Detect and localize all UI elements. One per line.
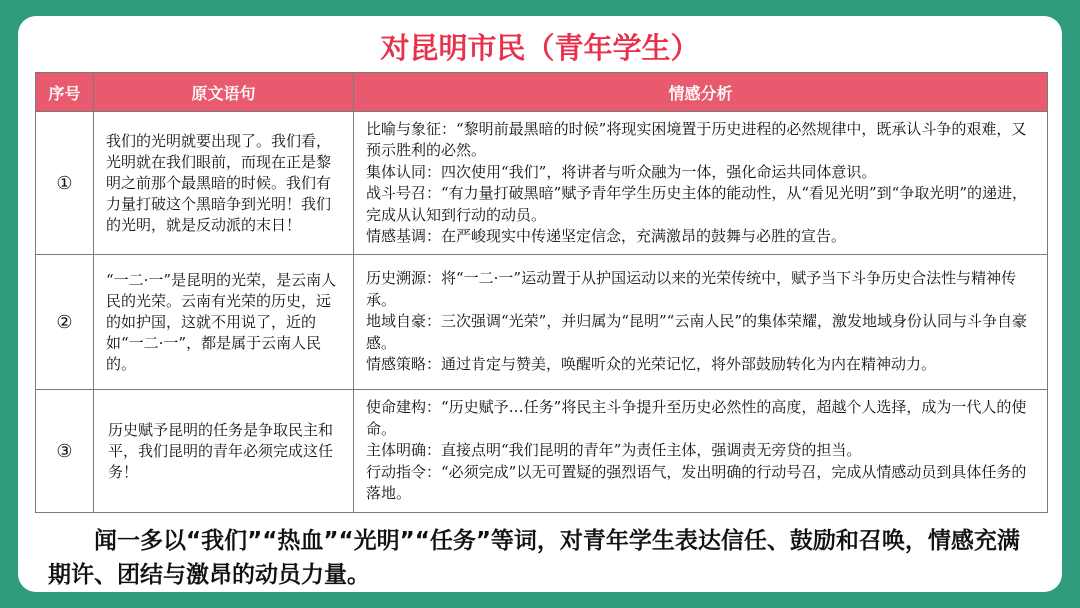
table-row [36, 390, 1048, 513]
table-row [36, 255, 1048, 390]
analysis-point: 比喻与象征：“黎明前最黑暗的时候”将现实困境置于历史进程的必然规律中，既承认斗争的艰难，又预示胜利的必然。 [366, 119, 1027, 159]
original-text: “一二·一”是昆明的光荣，是云南人民的光荣。云南有光荣的历史，远的如护国，这就不用说了，近的如“一二·一”，都是属于云南人民的。 [94, 255, 354, 390]
row-number: ① [36, 112, 94, 255]
header-analysis: 情感分析 [354, 73, 1048, 112]
analysis-point: 历史溯源：将“一二·一”运动置于从护国运动以来的光荣传统中，赋予当下斗争历史合法性与精神传承。 [366, 269, 1017, 309]
analysis-cell [354, 112, 1048, 255]
summary-paragraph: 闻一多以“我们”“热血”“光明”“任务”等词，对青年学生表达信任、鼓励和召唤，情感充满期许、团结与激昂的动员力量。 [48, 528, 1020, 588]
analysis-point: 主体明确：直接点明“我们昆明的青年”为责任主体，强调责无旁贷的担当。 [366, 441, 862, 460]
analysis-table [35, 72, 1048, 513]
analysis-point: 情感策略：通过肯定与赞美，唤醒听众的光荣记忆，将外部鼓励转化为内在精神动力。 [366, 355, 937, 374]
analysis-point: 集体认同：四次使用“我们”，将讲者与听众融为一体，强化命运共同体意识。 [366, 162, 877, 181]
header-number: 序号 [36, 73, 94, 112]
analysis-cell [354, 390, 1048, 513]
slide-card [18, 16, 1062, 592]
original-text: 我们的光明就要出现了。我们看，光明就在我们眼前，而现在正是黎明之前那个最黑暗的时候。我们有力量打破这个黑暗争到光明！我们的光明，就是反动派的末日！ [94, 112, 354, 255]
row-number: ② [36, 255, 94, 390]
analysis-point: 使命建构：“历史赋予…任务”将民主斗争提升至历史必然性的高度，超越个人选择，成为一代人的使命。 [366, 398, 1027, 438]
row-number: ③ [36, 390, 94, 513]
analysis-point: 战斗号召：“有力量打破黑暗”赋予青年学生历史主体的能动性，从“看见光明”到“争取光明”的递进，完成从认知到行动的动员。 [366, 184, 1028, 224]
table-row [36, 112, 1048, 255]
analysis-point: 情感基调：在严峻现实中传递坚定信念，充满激昂的鼓舞与必胜的宣告。 [366, 227, 847, 245]
original-text: 历史赋予昆明的任务是争取民主和平，我们昆明的青年必须完成这任务！ [94, 390, 354, 513]
header-original: 原文语句 [94, 73, 354, 112]
analysis-point: 行动指令：“必须完成”以无可置疑的强烈语气，发出明确的行动号召，完成从情感动员到具体任务的落地。 [366, 462, 1027, 503]
analysis-point: 地域自豪：三次强调“光荣”，并归属为“昆明”“云南人民”的集体荣耀，激发地域身份认同与斗争自豪感。 [366, 312, 1028, 352]
analysis-cell [354, 255, 1048, 390]
table-header-row [36, 73, 1048, 112]
slide-title: 对昆明市民（青年学生） [380, 31, 700, 65]
